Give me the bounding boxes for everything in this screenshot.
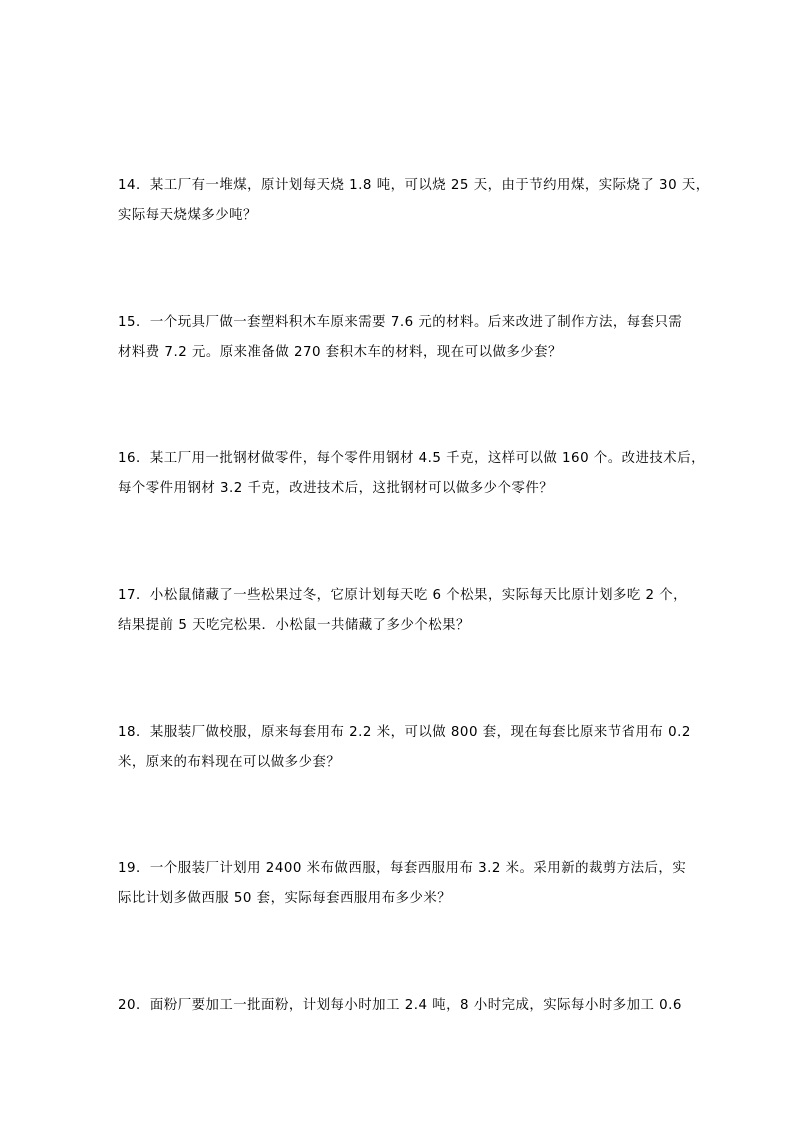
problem-18-line-1: 18．某服装厂做校服，原来每套用布 2.2 米，可以做 800 套，现在每套比原来节省用布 0.2 [118, 725, 691, 740]
problem-19 [118, 854, 688, 914]
problem-15-line-1: 15．一个玩具厂做一套塑料积木车原来需要 7.6 元的材料。后来改进了制作方法，每套只需 [118, 315, 683, 330]
problem-20 [118, 991, 688, 1021]
problem-19-line-2: 际比计划多做西服 50 套，实际每套西服用布多少米？ [118, 891, 452, 906]
problem-14 [118, 171, 710, 231]
problem-17 [118, 581, 688, 641]
problem-16 [118, 444, 705, 504]
problem-16-line-1: 16．某工厂用一批钢材做零件，每个零件用钢材 4.5 千克，这样可以做 160 个。改进技术后， [118, 451, 705, 466]
problem-20-line-1: 20．面粉厂要加工一批面粉，计划每小时加工 2.4 吨，8 小时完成，实际每小时多加工 0.6 [118, 998, 682, 1013]
problem-18 [118, 718, 691, 778]
problem-18-line-2: 米，原来的布料现在可以做多少套？ [118, 755, 341, 770]
problem-19-line-1: 19．一个服装厂计划用 2400 米布做西服，每套西服用布 3.2 米。采用新的裁剪方法后，实 [118, 861, 687, 876]
problem-15-line-2: 材料费 7.2 元。原来准备做 270 套积木车的材料，现在可以做多少套？ [118, 345, 562, 360]
problem-14-line-1: 14．某工厂有一堆煤，原计划每天烧 1.8 吨，可以烧 25 天，由于节约用煤，实际烧了 30 天， [118, 178, 710, 193]
problem-17-line-1: 17．小松鼠储藏了一些松果过冬，它原计划每天吃 6 个松果，实际每天比原计划多吃 2 个， [118, 588, 688, 603]
problem-15 [118, 308, 688, 368]
problem-17-line-2: 结果提前 5 天吃完松果．小松鼠一共储藏了多少个松果？ [118, 618, 470, 633]
problem-14-line-2: 实际每天烧煤多少吨？ [118, 208, 257, 223]
problem-16-line-2: 每个零件用钢材 3.2 千克，改进技术后，这批钢材可以做多少个零件？ [118, 481, 554, 496]
